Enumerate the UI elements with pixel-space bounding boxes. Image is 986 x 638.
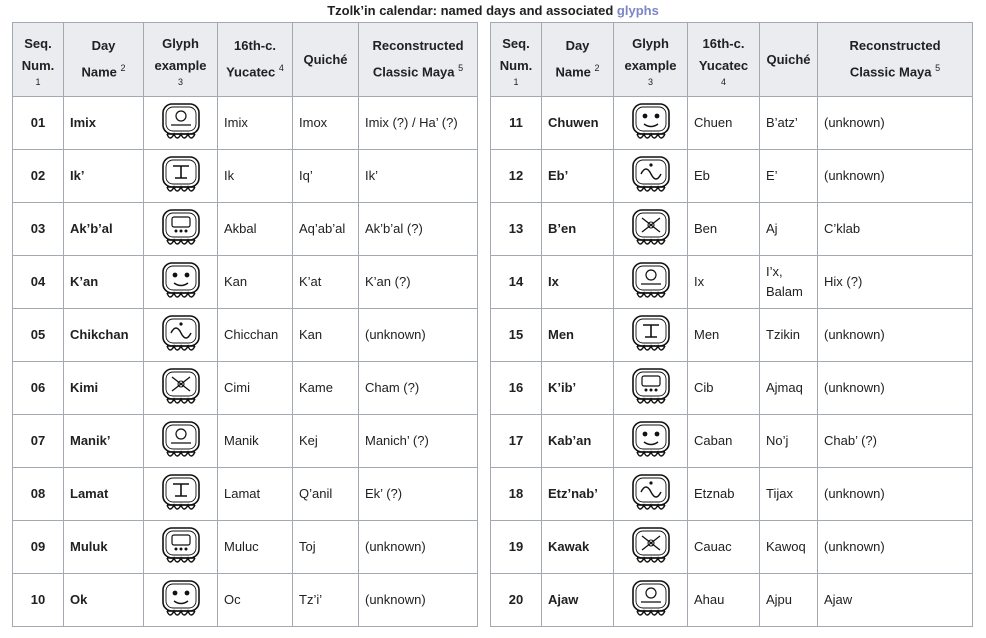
quiche-cell: Ajpu (760, 574, 818, 627)
quiche-cell: Ajmaq (760, 362, 818, 415)
chuwen-glyph-icon[interactable] (629, 101, 673, 145)
yucatec-cell: Manik (218, 415, 293, 468)
header-yucatec: 16th-c. Yucatec 4 (688, 23, 760, 97)
header-seq-num: Seq. Num. 1 (13, 23, 64, 97)
ok-glyph-icon[interactable] (159, 578, 203, 622)
glyph-cell (144, 574, 218, 627)
yucatec-cell: Etznab (688, 468, 760, 521)
classic-maya-cell: (unknown) (818, 309, 973, 362)
glyph-cell (144, 521, 218, 574)
quiche-cell (760, 256, 818, 309)
kan-glyph-icon[interactable] (159, 260, 203, 304)
table-row (491, 256, 973, 309)
header-quiche: Quiché (293, 23, 359, 97)
quiche-cell: E’ (760, 150, 818, 203)
table-row (13, 362, 478, 415)
quiche-cell: Toj (293, 521, 359, 574)
ben-glyph-icon[interactable] (629, 207, 673, 251)
seq-num-cell: 09 (13, 521, 64, 574)
table-row (13, 468, 478, 521)
classic-maya-cell: Manich’ (?) (359, 415, 478, 468)
day-name-cell: Lamat (64, 468, 144, 521)
yucatec-cell: Kan (218, 256, 293, 309)
classic-maya-cell: K’an (?) (359, 256, 478, 309)
header-classic-maya: Reconstructed Classic Maya $^5$ (818, 23, 973, 97)
yucatec-cell: Ben (688, 203, 760, 256)
kimi-glyph-icon[interactable] (159, 366, 203, 410)
quiche-cell: Kawoq (760, 521, 818, 574)
yucatec-cell: Oc (218, 574, 293, 627)
yucatec-cell: Chicchan (218, 309, 293, 362)
men-glyph-icon[interactable] (629, 313, 673, 357)
day-name-cell: Etz’nab’ (542, 468, 614, 521)
day-name-cell: Eb’ (542, 150, 614, 203)
seq-num-cell: 03 (13, 203, 64, 256)
seq-num-cell: 13 (491, 203, 542, 256)
quiche-line-1: I’x, (766, 264, 783, 279)
ajaw-glyph-icon[interactable] (629, 578, 673, 622)
classic-maya-cell: (unknown) (818, 362, 973, 415)
classic-maya-cell: C’klab (818, 203, 973, 256)
quiche-cell: Iq’ (293, 150, 359, 203)
table-row (491, 203, 973, 256)
glyph-cell (144, 97, 218, 150)
tzolkin-table-left (12, 22, 478, 627)
table-row (491, 97, 973, 150)
quiche-cell: Kej (293, 415, 359, 468)
glyph-cell (144, 309, 218, 362)
yucatec-cell: Cauac (688, 521, 760, 574)
yucatec-cell: Muluc (218, 521, 293, 574)
seq-num-cell: 20 (491, 574, 542, 627)
eb-glyph-icon[interactable] (629, 154, 673, 198)
classic-maya-cell: (unknown) (359, 574, 478, 627)
ix-glyph-icon[interactable] (629, 260, 673, 304)
classic-maya-cell: (unknown) (818, 468, 973, 521)
yucatec-cell: Caban (688, 415, 760, 468)
quiche-cell: No’j (760, 415, 818, 468)
seq-num-cell: 08 (13, 468, 64, 521)
seq-num-cell: 07 (13, 415, 64, 468)
table-row (13, 203, 478, 256)
classic-maya-cell: Ak’b’al (?) (359, 203, 478, 256)
header-row (13, 23, 478, 97)
glyph-cell (614, 415, 688, 468)
day-name-cell: Ix (542, 256, 614, 309)
classic-maya-cell: Ik’ (359, 150, 478, 203)
kaban-glyph-icon[interactable] (629, 419, 673, 463)
seq-num-cell: 19 (491, 521, 542, 574)
day-name-cell: Ik’ (64, 150, 144, 203)
yucatec-cell: Men (688, 309, 760, 362)
seq-num-cell: 16 (491, 362, 542, 415)
yucatec-cell: Eb (688, 150, 760, 203)
day-name-cell: Muluk (64, 521, 144, 574)
classic-maya-cell: Hix (?) (818, 256, 973, 309)
day-name-cell: Manik’ (64, 415, 144, 468)
classic-maya-cell: (unknown) (818, 97, 973, 150)
header-glyph-example: Glyph example 3 (614, 23, 688, 97)
table-row (491, 309, 973, 362)
table-row (491, 150, 973, 203)
quiche-cell: B’atz’ (760, 97, 818, 150)
quiche-cell: K’at (293, 256, 359, 309)
glyph-cell (144, 203, 218, 256)
caption-text: Tzolk’in calendar: named days and associated (327, 3, 617, 18)
yucatec-cell: Cimi (218, 362, 293, 415)
glyph-cell (614, 97, 688, 150)
classic-maya-cell: (unknown) (818, 150, 973, 203)
day-name-cell: Chikchan (64, 309, 144, 362)
etznab-glyph-icon[interactable] (629, 472, 673, 516)
table-row (13, 521, 478, 574)
yucatec-cell: Akbal (218, 203, 293, 256)
yucatec-cell: Chuen (688, 97, 760, 150)
day-name-cell: Imix (64, 97, 144, 150)
classic-maya-cell: (unknown) (359, 309, 478, 362)
glyph-cell (614, 468, 688, 521)
header-classic-maya: Reconstructed Classic Maya $^5$ (359, 23, 478, 97)
seq-num-cell: 05 (13, 309, 64, 362)
day-name-cell: Kab’an (542, 415, 614, 468)
header-yucatec: 16th-c. Yucatec $^4$ (218, 23, 293, 97)
table-row (491, 468, 973, 521)
glyph-cell (614, 521, 688, 574)
quiche-cell: Aq’ab’al (293, 203, 359, 256)
day-name-cell: K’an (64, 256, 144, 309)
yucatec-cell: Ahau (688, 574, 760, 627)
glyph-cell (144, 415, 218, 468)
day-name-cell: Kimi (64, 362, 144, 415)
table-row (13, 309, 478, 362)
seq-num-cell: 10 (13, 574, 64, 627)
day-name-cell: Kawak (542, 521, 614, 574)
classic-maya-cell: Imix (?) / Ha’ (?) (359, 97, 478, 150)
header-day-name: Day Name $^2$ (64, 23, 144, 97)
quiche-cell: Kan (293, 309, 359, 362)
table-row (491, 415, 973, 468)
glyph-cell (614, 574, 688, 627)
quiche-cell: Tzikin (760, 309, 818, 362)
seq-num-cell: 15 (491, 309, 542, 362)
yucatec-cell: Imix (218, 97, 293, 150)
classic-maya-cell: Ajaw (818, 574, 973, 627)
day-name-cell: Men (542, 309, 614, 362)
yucatec-cell: Lamat (218, 468, 293, 521)
table-row (13, 574, 478, 627)
imix-glyph-icon[interactable] (159, 101, 203, 145)
glyph-cell (614, 256, 688, 309)
kib-glyph-icon[interactable] (629, 366, 673, 410)
akbal-glyph-icon[interactable] (159, 207, 203, 251)
ik-glyph-icon[interactable] (159, 154, 203, 198)
table-row (13, 150, 478, 203)
classic-maya-cell: Ek’ (?) (359, 468, 478, 521)
yucatec-cell: Cib (688, 362, 760, 415)
glyph-cell (144, 362, 218, 415)
seq-num-cell: 01 (13, 97, 64, 150)
table-caption (0, 3, 986, 19)
table-row (491, 521, 973, 574)
table-row (13, 97, 478, 150)
day-name-cell: Ak’b’al (64, 203, 144, 256)
quiche-cell: Q’anil (293, 468, 359, 521)
glyph-cell (614, 150, 688, 203)
seq-num-cell: 12 (491, 150, 542, 203)
header-day-name: Day Name $^2$ (542, 23, 614, 97)
muluk-glyph-icon[interactable] (159, 525, 203, 569)
seq-num-cell: 17 (491, 415, 542, 468)
glyph-cell (614, 309, 688, 362)
manik-glyph-icon[interactable] (159, 419, 203, 463)
day-name-cell: B’en (542, 203, 614, 256)
day-name-cell: Ajaw (542, 574, 614, 627)
day-name-cell: Ok (64, 574, 144, 627)
table-row (13, 256, 478, 309)
quiche-cell: Imox (293, 97, 359, 150)
chikchan-glyph-icon[interactable] (159, 313, 203, 357)
classic-maya-cell: (unknown) (818, 521, 973, 574)
glyphs-link[interactable]: glyphs (616, 3, 659, 18)
seq-num-cell: 11 (491, 97, 542, 150)
yucatec-cell: Ik (218, 150, 293, 203)
day-name-cell: K’ib’ (542, 362, 614, 415)
glyph-cell (614, 362, 688, 415)
quiche-line-2: Balam (766, 284, 803, 299)
quiche-cell: Tijax (760, 468, 818, 521)
day-name-cell: Chuwen (542, 97, 614, 150)
classic-maya-cell: (unknown) (359, 521, 478, 574)
lamat-glyph-icon[interactable] (159, 472, 203, 516)
seq-num-cell: 14 (491, 256, 542, 309)
table-row (491, 362, 973, 415)
classic-maya-cell: Cham (?) (359, 362, 478, 415)
table-row (491, 574, 973, 627)
table-row (13, 415, 478, 468)
header-quiche: Quiché (760, 23, 818, 97)
seq-num-cell: 06 (13, 362, 64, 415)
classic-maya-cell: Chab’ (?) (818, 415, 973, 468)
glyph-cell (144, 468, 218, 521)
glyph-cell (144, 256, 218, 309)
quiche-cell: Tz’i’ (293, 574, 359, 627)
glyph-cell (144, 150, 218, 203)
seq-num-cell: 04 (13, 256, 64, 309)
quiche-cell: Kame (293, 362, 359, 415)
header-row (491, 23, 973, 97)
kawak-glyph-icon[interactable] (629, 525, 673, 569)
glyph-cell (614, 203, 688, 256)
tzolkin-table-right (490, 22, 973, 627)
quiche-cell: Aj (760, 203, 818, 256)
seq-num-cell: 02 (13, 150, 64, 203)
seq-num-cell: 18 (491, 468, 542, 521)
header-glyph-example: Glyph example 3 (144, 23, 218, 97)
yucatec-cell: Ix (688, 256, 760, 309)
header-seq-num: Seq. Num. 1 (491, 23, 542, 97)
